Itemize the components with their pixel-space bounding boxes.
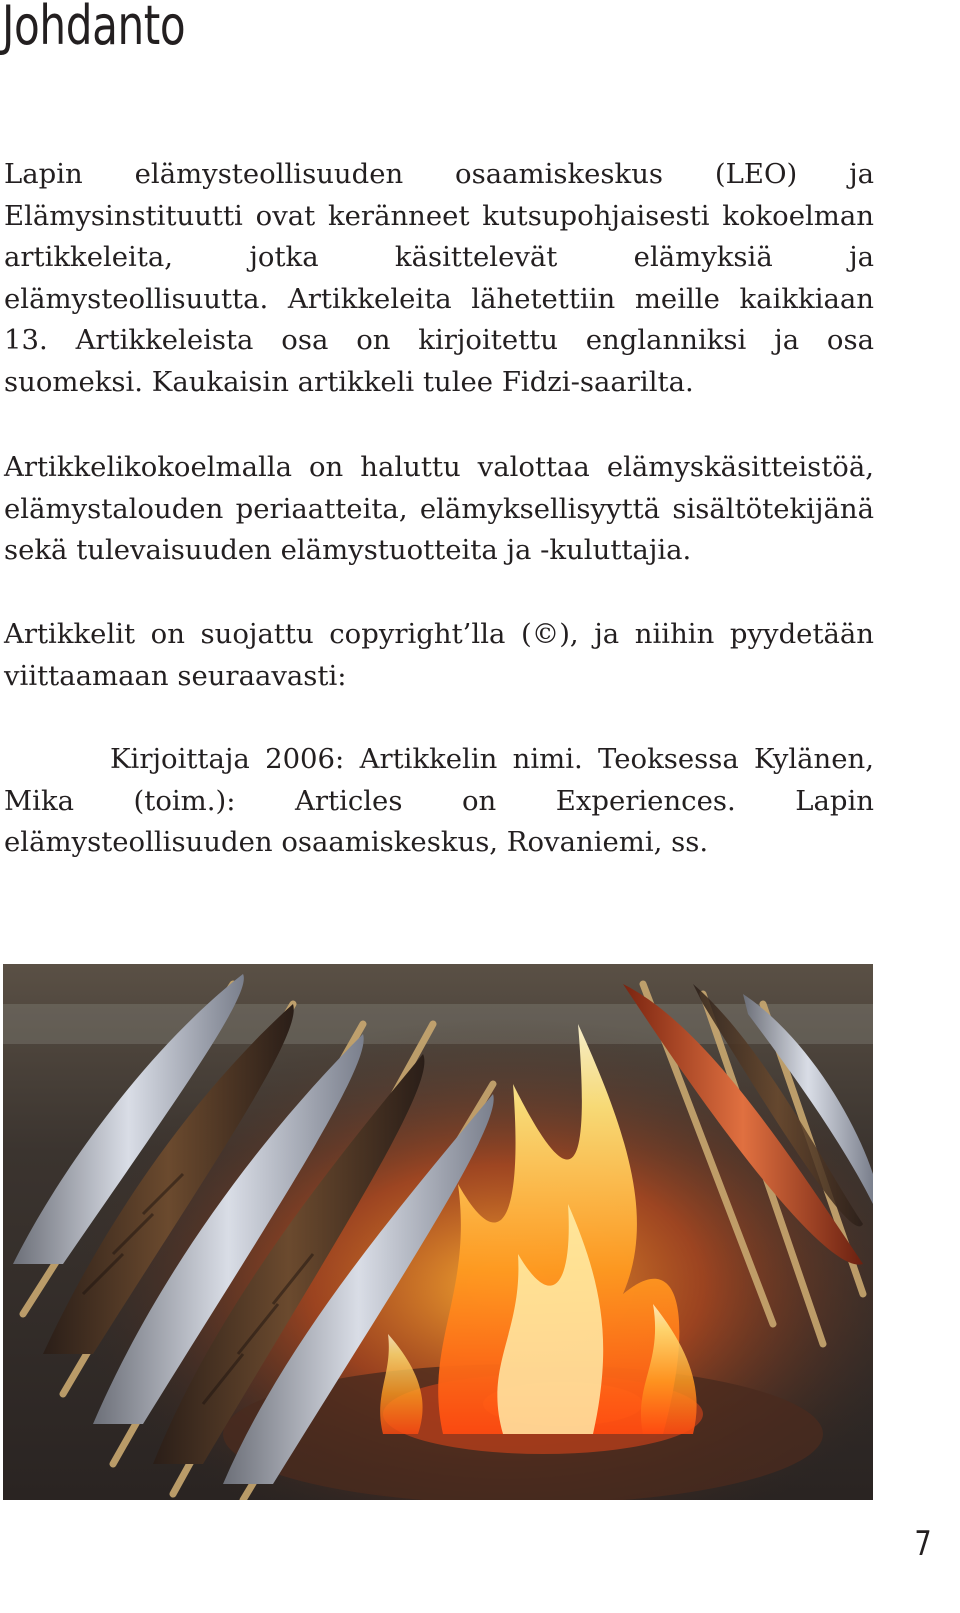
page-title: Johdanto bbox=[2, 0, 186, 57]
fish-roasting-over-campfire-image bbox=[3, 964, 873, 1500]
intro-paragraph: Lapin elämysteollisuuden osaamiskeskus (LEO) ja Elämysinstituutti ovat keränneet kutsupohjaisesti kokoelman artikkeleita, jotka käsittelevät elämyksiä ja elämysteollisuutta. Artikkeleita lähetettiin meille kaikkiaan 13. Artikkeleista osa on kirjoitettu englanniksi ja osa suomeksi. Kaukaisin artikkeli tulee Fidzi-saarilta. bbox=[4, 158, 874, 398]
copyright-paragraph: Artikkelit on suojattu copyright’lla (©), ja niihin pyydetään viittaamaan seuraavasti: bbox=[4, 618, 874, 692]
citation-example: Kirjoittaja 2006: Artikkelin nimi. Teoksessa Kylänen, Mika (toim.): Articles on Experiences. Lapin elämysteollisuuden osaamiskeskus, Rovaniemi, ss. bbox=[4, 743, 874, 858]
purpose-paragraph: Artikkelikokoelmalla on haluttu valottaa elämyskäsitteistöä, elämystalouden periaatteita, elämyksellisyyttä sisältötekijänä sekä tulevaisuuden elämystuotteita ja -kuluttajia. bbox=[4, 451, 874, 566]
campfire-photo-illustration bbox=[3, 964, 873, 1500]
page-number: 7 bbox=[914, 1524, 932, 1564]
